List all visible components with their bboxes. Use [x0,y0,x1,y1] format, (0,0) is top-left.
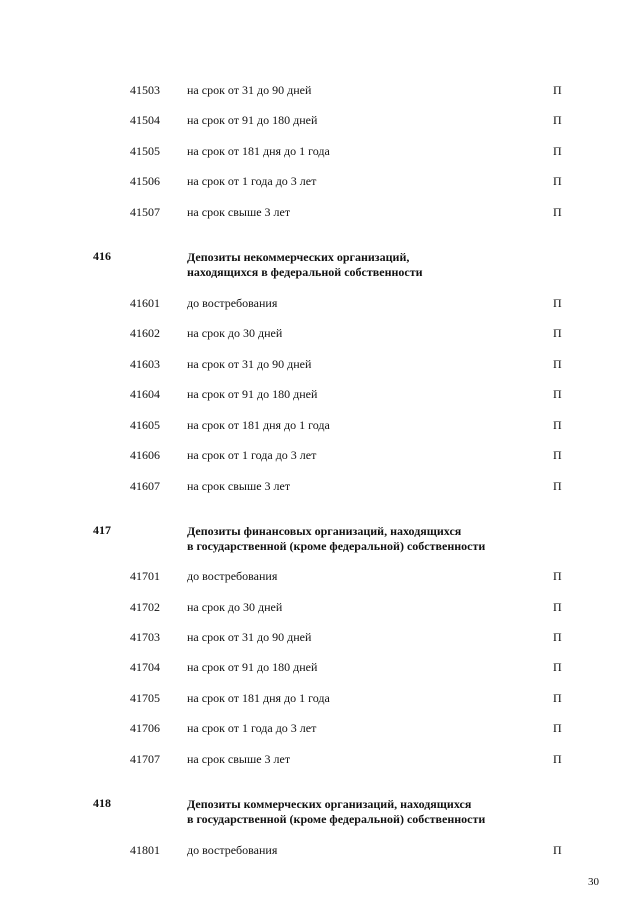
account-description: до востребования [187,569,278,583]
section-title-line: Депозиты некоммерческих организаций, [187,250,410,264]
account-code: 41504 [130,113,160,127]
section-number: 417 [93,523,111,537]
account-description: до востребования [187,296,278,310]
account-row [0,629,640,645]
account-mark: П [553,721,562,735]
account-description: на срок от 31 до 90 дней [187,630,312,644]
account-code: 41605 [130,418,160,432]
account-description: на срок от 91 до 180 дней [187,660,318,674]
account-description: на срок свыше 3 лет [187,205,291,219]
account-mark: П [553,660,562,674]
account-mark: П [553,630,562,644]
account-description: на срок от 1 года до 3 лет [187,448,317,462]
section-title-line: в государственной (кроме федеральной) собственности [187,539,486,553]
account-row [0,842,640,858]
section-title-line: Депозиты финансовых организаций, находящихся [187,524,462,538]
account-code: 41703 [130,630,160,644]
account-row [0,599,640,615]
account-code: 41601 [130,296,160,310]
account-mark: П [553,357,562,371]
account-code: 41506 [130,174,160,188]
account-code: 41603 [130,357,160,371]
account-mark: П [553,418,562,432]
account-code: 41606 [130,448,160,462]
section-title-line: находящихся в федеральной собственности [187,265,423,279]
account-row [0,204,640,220]
account-code: 41503 [130,83,160,97]
account-description: на срок до 30 дней [187,326,283,340]
account-code: 41602 [130,326,160,340]
account-mark: П [553,448,562,462]
account-row [0,447,640,463]
account-row [0,143,640,159]
account-row [0,417,640,433]
account-description: на срок от 181 дня до 1 года [187,691,330,705]
account-code: 41702 [130,600,160,614]
account-row [0,173,640,189]
section-number: 416 [93,249,111,263]
account-mark: П [553,691,562,705]
account-code: 41706 [130,721,160,735]
account-code: 41604 [130,387,160,401]
account-row [0,659,640,675]
account-description: до востребования [187,843,278,857]
account-mark: П [553,843,562,857]
account-row [0,82,640,98]
account-row [0,568,640,584]
account-mark: П [553,113,562,127]
account-mark: П [553,144,562,158]
account-row [0,720,640,736]
account-mark: П [553,569,562,583]
section-title-line: в государственной (кроме федеральной) собственности [187,812,486,826]
account-description: на срок от 91 до 180 дней [187,113,318,127]
account-code: 41607 [130,479,160,493]
account-description: на срок свыше 3 лет [187,752,291,766]
account-mark: П [553,326,562,340]
account-row [0,478,640,494]
account-code: 41505 [130,144,160,158]
account-description: на срок от 31 до 90 дней [187,357,312,371]
account-code: 41705 [130,691,160,705]
section-number: 418 [93,796,111,810]
account-description: на срок от 1 года до 3 лет [187,174,317,188]
account-mark: П [553,479,562,493]
account-code: 41701 [130,569,160,583]
account-mark: П [553,174,562,188]
account-row [0,325,640,341]
account-code: 41707 [130,752,160,766]
account-row [0,386,640,402]
page-number: 30 [588,876,599,888]
section-title-line: Депозиты коммерческих организаций, находящихся [187,797,472,811]
account-description: на срок от 181 дня до 1 года [187,418,330,432]
account-mark: П [553,387,562,401]
account-row [0,295,640,311]
account-description: на срок от 181 дня до 1 года [187,144,330,158]
account-row [0,112,640,128]
account-mark: П [553,205,562,219]
account-code: 41507 [130,205,160,219]
account-description: на срок до 30 дней [187,600,283,614]
account-code: 41704 [130,660,160,674]
account-code: 41801 [130,843,160,857]
account-description: на срок от 1 года до 3 лет [187,721,317,735]
account-mark: П [553,296,562,310]
account-mark: П [553,600,562,614]
account-description: на срок от 91 до 180 дней [187,387,318,401]
account-mark: П [553,83,562,97]
account-row [0,751,640,767]
account-description: на срок от 31 до 90 дней [187,83,312,97]
account-row [0,356,640,372]
account-row [0,690,640,706]
account-mark: П [553,752,562,766]
account-description: на срок свыше 3 лет [187,479,291,493]
